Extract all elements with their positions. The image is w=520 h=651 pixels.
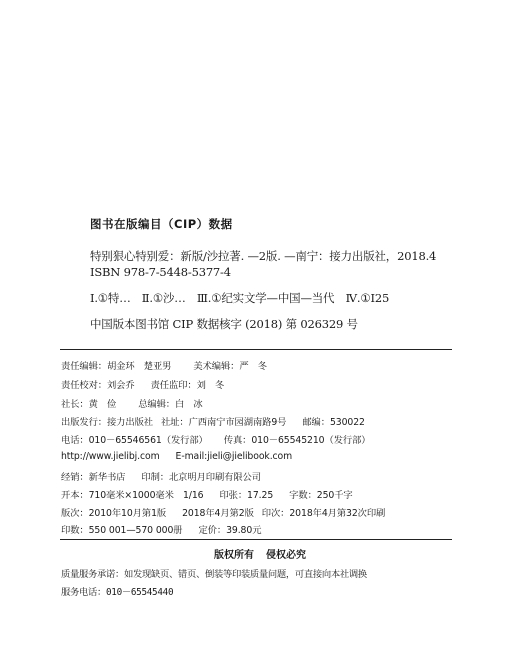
service-phone: 服务电话：010－65545440 — [61, 587, 174, 598]
responsible-editor: 责任编辑：胡金环 楚亚男 — [61, 361, 172, 372]
book-format: 开本：710毫米×1000毫米 1/16 — [61, 490, 204, 501]
imprint-row-proof — [61, 377, 224, 391]
second-edition: 2018年4月第2版 — [182, 508, 254, 519]
divider-bottom — [60, 539, 452, 540]
imprint-row-publisher — [61, 414, 365, 428]
imprint-row-edition — [61, 505, 385, 519]
fax: 传真：010－65545210（发行部） — [223, 435, 371, 446]
divider-top — [60, 349, 452, 350]
chief-editor: 总编辑：白 冰 — [138, 399, 203, 410]
all-rights-reserved: 版权所有 — [214, 550, 254, 561]
email: E-mail:jieli@jielibook.com — [175, 451, 293, 462]
postcode: 邮编：530022 — [302, 417, 365, 428]
cip-isbn: ISBN 978-7-5448-5377-4 — [90, 265, 231, 279]
imprint-row-format — [61, 487, 353, 501]
cip-subject-headings: Ⅰ.①特… Ⅱ.①沙… Ⅲ.①纪实文学—中国—当代 Ⅳ.①I25 — [90, 291, 390, 305]
publisher: 出版发行：接力出版社 — [61, 417, 153, 428]
print-run: 印数：550 001—570 000册 — [61, 525, 183, 536]
cip-heading: 图书在版编目（CIP）数据 — [90, 217, 233, 231]
imprint-row-phone — [61, 432, 371, 446]
printing-number: 印次：2018年4月第32次印刷 — [261, 508, 386, 519]
cip-verification-number: 中国版本图书馆 CIP 数据核字 (2018) 第 026329 号 — [90, 317, 358, 331]
imprint-row-editors — [61, 358, 267, 372]
printer: 印制：北京明月印刷有限公司 — [141, 472, 261, 483]
address: 社址：广西南宁市园湖南路9号 — [160, 417, 287, 428]
price: 定价：39.80元 — [198, 525, 262, 536]
art-editor: 美术编辑：严 冬 — [193, 361, 267, 372]
phone: 电话：010－65546561（发行部） — [61, 435, 208, 446]
first-edition: 版次：2010年10月第1版 — [61, 508, 167, 519]
quality-promise: 质量服务承诺：如发现缺页、错页、倒装等印装质量问题，可直接向本社调换 — [61, 569, 367, 580]
infringement-warning: 侵权必究 — [266, 550, 306, 561]
website: http://www.jielibj.com — [61, 451, 160, 462]
distributor: 经销：新华书店 — [61, 472, 126, 483]
imprint-row-web — [61, 451, 292, 462]
imprint-row-leadership — [61, 396, 203, 410]
proofreader: 责任校对：刘会乔 — [61, 380, 135, 391]
printed-sheets: 印张：17.25 — [219, 490, 274, 501]
imprint-row-distribution — [61, 469, 261, 483]
word-count: 字数：250千字 — [289, 490, 353, 501]
copyright-notice — [0, 546, 520, 561]
imprint-row-price — [61, 522, 261, 536]
cip-bibliographic-line: 特别狠心特别爱：新版/沙拉著. —2版. —南宁：接力出版社，2018.4 — [90, 249, 437, 263]
president: 社长：黄 俭 — [61, 399, 117, 410]
print-supervisor: 责任监印：刘 冬 — [150, 380, 225, 391]
